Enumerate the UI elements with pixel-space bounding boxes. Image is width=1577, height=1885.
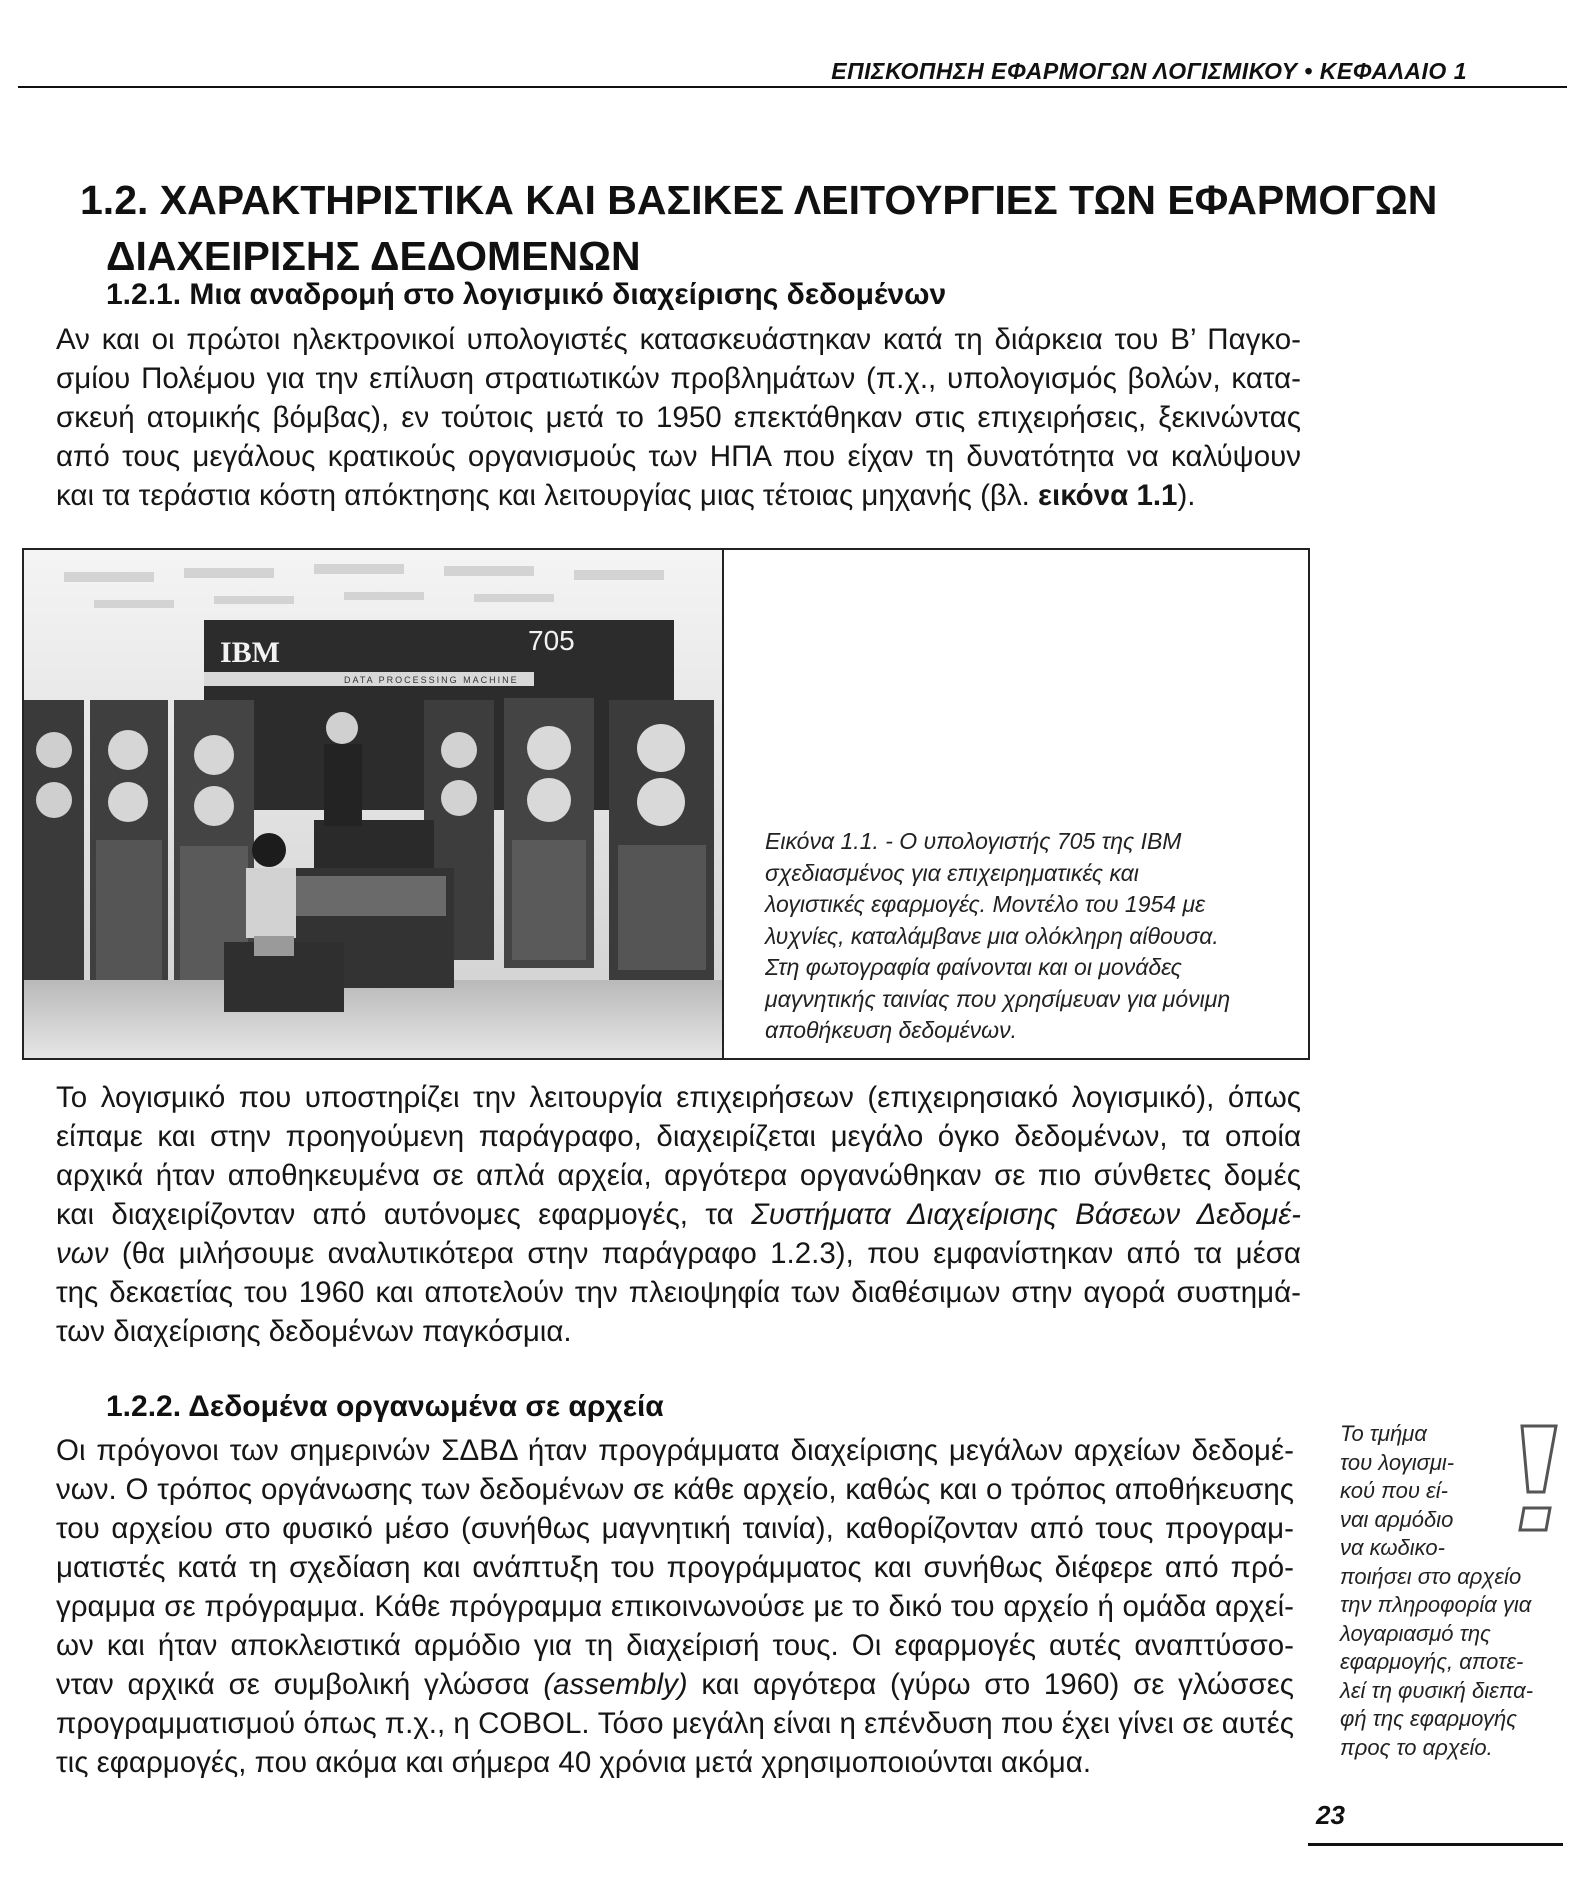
text-fragment: και διαχειρίζονταν από αυτόνομες εφαρμογές, τα (56, 1198, 752, 1231)
text-line: αρχικά ήταν αποθηκευμένα σε απλά αρχεία, αργότερα οργανώθηκαν σε πιο σύνθετες δομές (56, 1159, 1301, 1192)
sidebar-line: του λογισμι- (1340, 1449, 1455, 1475)
text-line: προγραμματισμού όπως π.χ., η COBOL. Τόσο μεγάλη είναι η επένδυση που έχει γίνει σε αυτές (56, 1707, 1294, 1740)
text-line: ων και ήταν αποκλειστικά αρμόδιο για τη διαχείρισή τους. Οι εφαρμογές αυτές αναπτύσσο- (56, 1629, 1294, 1662)
figure-1-1 (22, 548, 1310, 1060)
dbms-term: Συστήματα Διαχείρισης Βάσεων Δεδομέ- (751, 1198, 1301, 1231)
sidebar-line: εφαρμογής, αποτε- (1340, 1649, 1524, 1674)
section-title (80, 172, 1437, 284)
text-fragment: (θα μιλήσουμε αναλυτικότερα στην παράγραφο 1.2.3), που εμφανίστηκαν από τα μέσα (108, 1237, 1301, 1270)
text-line (56, 1234, 1301, 1273)
text-line: νων. Ο τρόπος οργάνωσης των δεδομένων σε κάθε αρχείο, καθώς και ο τρόπος αποθήκευσης (56, 1473, 1294, 1506)
model-number-text: 705 (528, 625, 575, 656)
ibm-705-illustration (24, 550, 722, 1058)
text-line: των διαχείρισης δεδομένων παγκόσμια. (56, 1315, 572, 1348)
text-line: Αν και οι πρώτοι ηλεκτρονικοί υπολογιστές κατασκευάστηκαν κατά τη διάρκεια του Β’ Παγκο- (56, 323, 1301, 356)
sidebar-line: λεί τη φυσική διεπα- (1340, 1677, 1534, 1703)
text-line: σμίου Πολέμου για την επίλυση στρατιωτικών προβλημάτων (π.χ., υπολογισμός βολών, κατα- (56, 362, 1301, 395)
text-line (56, 1665, 1294, 1704)
dbms-term-end: νων (56, 1237, 109, 1270)
figure-reference: εικόνα 1.1 (1038, 479, 1178, 512)
text-fragment: και τα τεράστια κόστη απόκτησης και λειτουργίας μιας τέτοιας μηχανής (βλ. (56, 479, 1039, 512)
sidebar-line: να κωδικο- (1340, 1535, 1445, 1560)
sidebar-line: ποιήσει στο αρχείο (1340, 1563, 1522, 1589)
ibm-705-photo (24, 550, 724, 1058)
sidebar-line: λογαριασμό της (1340, 1620, 1491, 1646)
text-line: γραμμα σε πρόγραμμα. Κάθε πρόγραμμα επικοινωνούσε με το δικό του αρχείο ή ομάδα αρχεί- (56, 1590, 1294, 1623)
header-rule (18, 86, 1567, 88)
text-fragment: νταν αρχικά σε συμβολική γλώσσα (56, 1668, 544, 1701)
sidebar-note (1340, 1420, 1550, 1762)
paragraph-history (56, 320, 1301, 515)
assembly-term: (assembly) (543, 1668, 688, 1701)
caption-line: σχεδιασμένος για επιχειρηματικές και (765, 859, 1139, 886)
caption-line: Στη φωτογραφία φαίνονται και οι μονάδες (765, 954, 1182, 980)
caption-line: μαγνητικής ταινίας που χρησίμευαν για μόνιμη (765, 985, 1231, 1012)
caption-line: λυχνίες, καταλάμβανε μια ολόκληρη αίθουσα. (765, 922, 1219, 949)
sidebar-line: Το τμήμα (1340, 1421, 1427, 1446)
text-line: Το λογισμικό που υποστηρίζει την λειτουργία επιχειρήσεων (επιχειρησιακό λογισμικό), όπως (56, 1081, 1301, 1114)
standing-operator (324, 712, 362, 826)
tape-units-left (24, 700, 254, 1000)
page-number: 23 (1316, 1800, 1345, 1830)
text-line (56, 1195, 1301, 1234)
section-title-line-2: ΔΙΑΧΕΙΡΙΣΗΣ ΔΕΔΟΜΕΝΩΝ (106, 233, 641, 279)
caption-line: αποθήκευση δεδομένων. (765, 1017, 1017, 1043)
text-line: του αρχείου στο φυσικό μέσο (συνήθως μαγνητική ταινία), καθορίζονταν από τους προγραμ- (56, 1512, 1294, 1545)
text-line: τις εφαρμογές, που ακόμα και σήμερα 40 χρόνια μετά χρησιμοποιούνται ακόμα. (56, 1746, 1092, 1779)
subsection-title-1-2-2: 1.2.2. Δεδομένα οργανωμένα σε αρχεία (106, 1390, 664, 1423)
tape-units-right (424, 698, 714, 980)
caption-line: λογιστικές εφαρμογές. Μοντέλο του 1954 με (765, 891, 1206, 917)
ibm-logo-text: IBM (220, 636, 280, 669)
text-line: είπαμε και στην προηγούμενη παράγραφο, διαχειρίζεται μεγάλο όγκο δεδομένων, τα οποία (56, 1120, 1301, 1153)
text-line: από τους μεγάλους κρατικούς οργανισμούς των ΗΠΑ που είχαν τη δυνατότητα να καλύψουν (56, 440, 1301, 473)
section-title-line-1: 1.2. ΧΑΡΑΚΤΗΡΙΣΤΙΚΑ ΚΑΙ ΒΑΣΙΚΕΣ ΛΕΙΤΟΥΡΓΙΕΣ ΤΩΝ ΕΦΑΡΜΟΓΩΝ (80, 177, 1438, 223)
footer-rule (1308, 1843, 1563, 1846)
paragraph-dbms (56, 1078, 1301, 1351)
banner-text: DATA PROCESSING MACHINE (344, 675, 519, 685)
text-fragment: ). (1177, 479, 1196, 512)
subsection-title-1-2-1: 1.2.1. Μια αναδρομή στο λογισμικό διαχείρισης δεδομένων (106, 278, 947, 311)
text-line: σκευή ατομικής βόμβας), εν τούτοις μετά το 1950 επεκτάθηκαν στις επιχειρήσεις, ξεκινώντας (56, 401, 1301, 434)
sidebar-line: την πληροφορία για (1340, 1592, 1532, 1617)
sidebar-line: κού που εί- (1340, 1478, 1448, 1503)
running-header: ΕΠΙΣΚΟΠΗΣΗ ΕΦΑΡΜΟΓΩΝ ΛΟΓΙΣΜΙΚΟΥ • ΚΕΦΑΛΑΙΟ 1 (831, 58, 1467, 84)
paragraph-files (56, 1431, 1294, 1782)
figure-caption (765, 826, 1305, 1047)
sidebar-line: ναι αρμόδιο (1340, 1506, 1454, 1532)
text-line (56, 476, 1301, 515)
text-line: Οι πρόγονοι των σημερινών ΣΔΒΔ ήταν προγράμματα διαχείρισης μεγάλων αρχείων δεδομέ- (56, 1434, 1294, 1467)
caption-line: Εικόνα 1.1. - Ο υπολογιστής 705 της IBM (765, 828, 1182, 854)
text-line: ματιστές κατά τη σχεδίαση και ανάπτυξη του προγράμματος και συνήθως διέφερε από πρό- (56, 1551, 1294, 1584)
text-line: της δεκαετίας του 1960 και αποτελούν την πλειοψηφία των διαθέσιμων στην αγορά συστημά- (56, 1276, 1301, 1309)
sidebar-line: φή της εφαρμογής (1340, 1706, 1517, 1731)
sidebar-line: προς το αρχείο. (1340, 1734, 1493, 1760)
text-fragment: και αργότερα (γύρω στο 1960) σε γλώσσες (687, 1668, 1294, 1701)
